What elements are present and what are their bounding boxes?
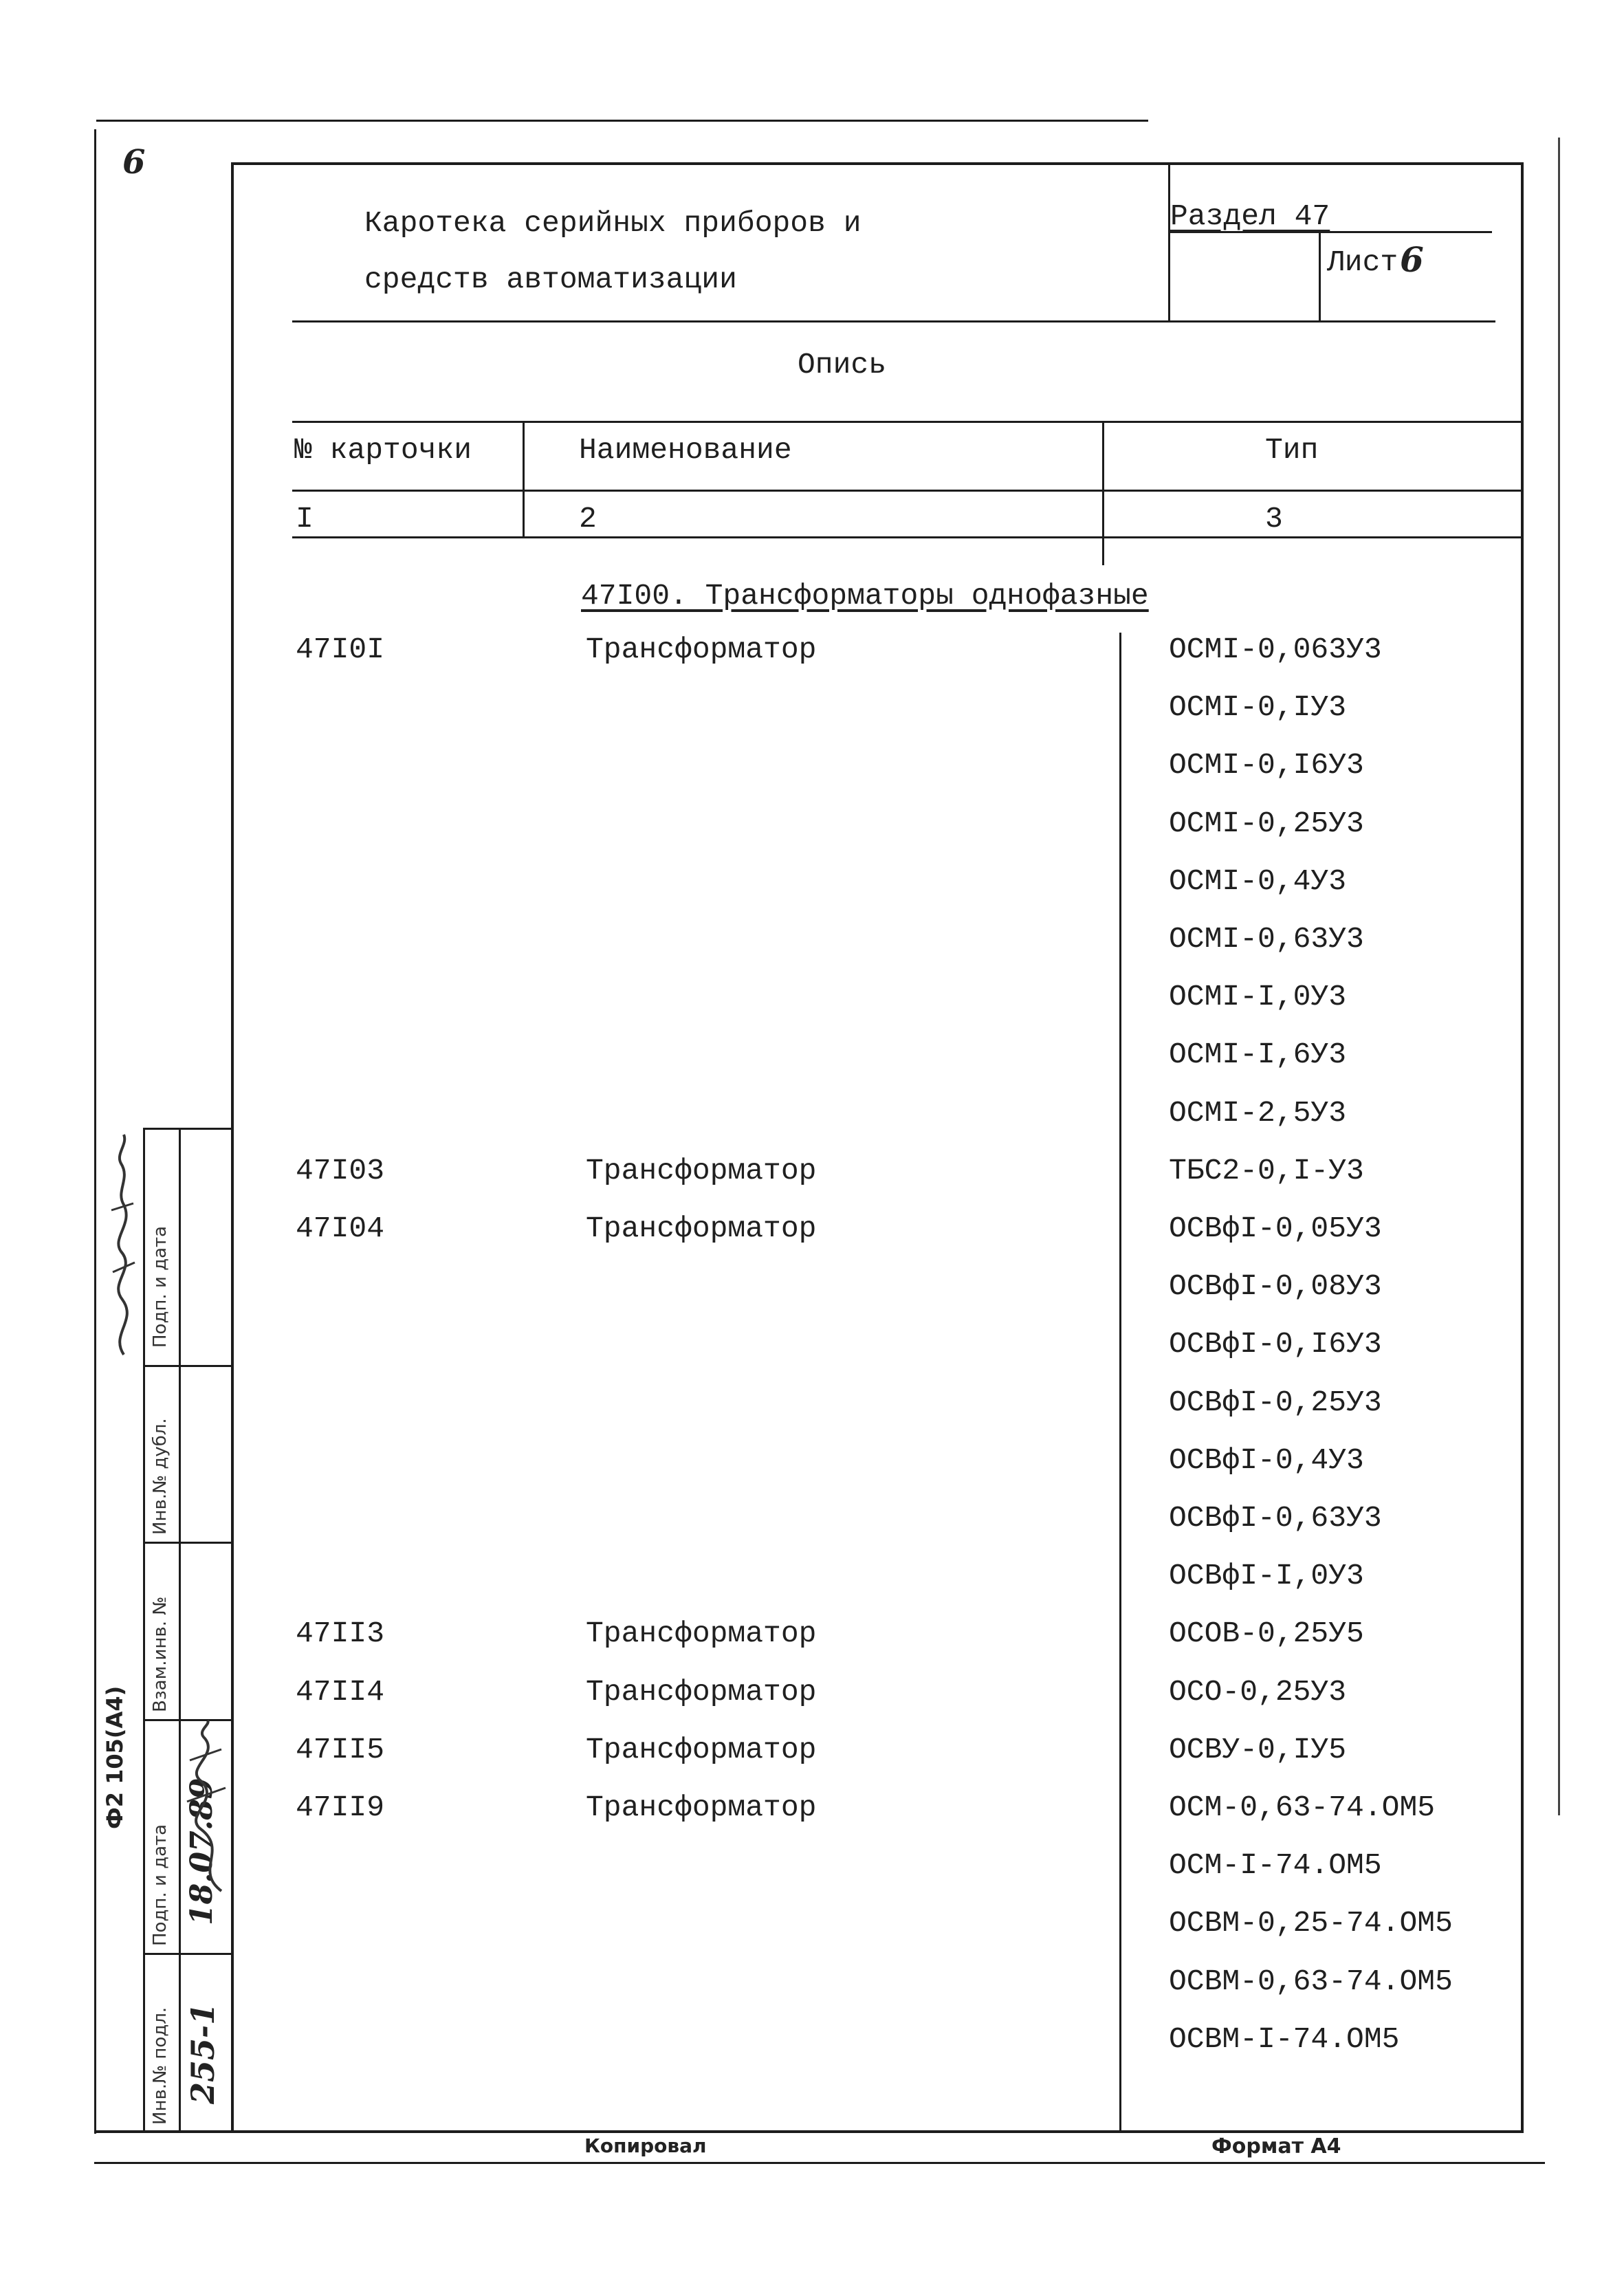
table-row bbox=[0, 1791, 1581, 1832]
stamp-col-line-2 bbox=[179, 1128, 181, 2132]
table-row bbox=[0, 807, 1581, 848]
stamp-sep-2 bbox=[144, 1542, 232, 1544]
stamp-label-inv-duplicate: Инв.№ дубл. bbox=[150, 1418, 171, 1535]
item-type-cell: ОСВфI-0,25У3 bbox=[1169, 1386, 1382, 1419]
frame-bottom-border bbox=[94, 2130, 1524, 2133]
item-type-cell: ОСМI-0,I6У3 bbox=[1169, 748, 1364, 782]
footer-format-label: Формат А4 bbox=[1211, 2134, 1341, 2158]
card-number-cell: 47II4 bbox=[296, 1675, 385, 1709]
table-row bbox=[0, 1675, 1581, 1716]
card-number-cell: 47II3 bbox=[296, 1617, 385, 1650]
table-row bbox=[0, 1906, 1581, 1947]
stamp-label-inv-original: Инв.№ подл. bbox=[150, 2007, 171, 2125]
item-type-cell: ОСМI-0,063У3 bbox=[1169, 633, 1382, 666]
card-number-cell: 47II9 bbox=[296, 1791, 385, 1824]
table-row bbox=[0, 980, 1581, 1021]
table-row bbox=[0, 2022, 1581, 2064]
table-row bbox=[0, 1617, 1581, 1658]
table-row bbox=[0, 1848, 1581, 1890]
column-header-type: Тип bbox=[1265, 433, 1319, 467]
item-type-cell: ОСО-0,25У3 bbox=[1169, 1675, 1347, 1709]
stamp-sep-4 bbox=[144, 1953, 232, 1955]
stamp-value-sign-date-1: 18.07.89 bbox=[184, 1778, 219, 1925]
stamp-label-sign-date-2: Подп. и дата bbox=[150, 1225, 171, 1348]
table-row bbox=[0, 1559, 1581, 1600]
table-row bbox=[0, 1386, 1581, 1427]
title-line-2: средств автоматизации bbox=[364, 263, 737, 296]
table-top-line bbox=[292, 421, 1521, 423]
outer-bottom-line bbox=[94, 2162, 1545, 2164]
form-code: Ф2 105(А4) bbox=[102, 1685, 128, 1829]
column-divider-2 bbox=[1102, 422, 1104, 565]
table-row bbox=[0, 1327, 1581, 1368]
item-type-cell: ОСВМ-0,63-74.ОМ5 bbox=[1169, 1965, 1453, 1998]
item-type-cell: ОСОВ-0,25У5 bbox=[1169, 1617, 1364, 1650]
table-row bbox=[0, 1096, 1581, 1137]
item-name-cell: Трансформатор bbox=[586, 1791, 817, 1824]
header-bottom-line bbox=[292, 320, 1495, 322]
item-name-cell: Трансформатор bbox=[586, 633, 817, 666]
item-type-cell: ОСМI-0,4У3 bbox=[1169, 864, 1347, 898]
table-row bbox=[0, 1733, 1581, 1774]
frame-right-border bbox=[1521, 162, 1524, 2132]
item-name-cell: Трансформатор bbox=[586, 1212, 817, 1245]
stamp-value-inv-original: 255-1 bbox=[184, 2002, 221, 2104]
item-type-cell: ОСВфI-I,0У3 bbox=[1169, 1559, 1364, 1593]
item-name-cell: Трансформатор bbox=[586, 1617, 817, 1650]
table-row bbox=[0, 864, 1581, 906]
item-type-cell: ОСМI-0,IУ3 bbox=[1169, 690, 1347, 724]
item-type-cell: ОСМI-0,25У3 bbox=[1169, 807, 1364, 840]
item-type-cell: ОСМ-0,63-74.ОМ5 bbox=[1169, 1791, 1436, 1824]
item-type-cell: ОСВМ-0,25-74.ОМ5 bbox=[1169, 1906, 1453, 1940]
table-row bbox=[0, 922, 1581, 963]
table-row bbox=[0, 690, 1581, 732]
column-header-card: № карточки bbox=[294, 433, 472, 467]
item-type-cell: ОСВфI-0,63У3 bbox=[1169, 1501, 1382, 1535]
item-name-cell: Трансформатор bbox=[586, 1675, 817, 1709]
top-scan-line bbox=[96, 120, 1148, 122]
table-row bbox=[0, 1965, 1581, 2006]
item-type-cell: ОСВфI-0,05У3 bbox=[1169, 1212, 1382, 1245]
numbers-row-bottom-line bbox=[292, 536, 1521, 538]
item-type-cell: ОСМI-0,63У3 bbox=[1169, 922, 1364, 956]
stamp-sep-1 bbox=[144, 1365, 232, 1367]
card-number-cell: 47II5 bbox=[296, 1733, 385, 1767]
sheet-cell-divider bbox=[1319, 232, 1321, 322]
table-caption: Опись bbox=[798, 348, 887, 382]
sheet-label: Лист bbox=[1327, 245, 1398, 279]
item-name-cell: Трансформатор bbox=[586, 1154, 817, 1188]
section-label: Раздел 47 bbox=[1170, 199, 1330, 233]
title-line-1: Каротека серийных приборов и bbox=[364, 206, 862, 240]
item-type-cell: ОСВфI-0,08У3 bbox=[1169, 1269, 1382, 1303]
table-row bbox=[0, 1038, 1581, 1079]
table-row bbox=[0, 1501, 1581, 1542]
header-row-bottom-line bbox=[292, 490, 1521, 492]
group-title: 47I00. Трансформаторы однофазные bbox=[581, 579, 1149, 613]
sheet-number: 6 bbox=[1400, 239, 1424, 280]
item-type-cell: ОСВМ-I-74.ОМ5 bbox=[1169, 2022, 1400, 2056]
card-number-cell: 47I0I bbox=[296, 633, 385, 666]
item-type-cell: ОСВфI-0,4У3 bbox=[1169, 1443, 1364, 1477]
item-type-cell: ОСВфI-0,I6У3 bbox=[1169, 1327, 1382, 1361]
column-number-1: I bbox=[296, 502, 314, 536]
card-number-cell: 47I04 bbox=[296, 1212, 385, 1245]
table-row bbox=[0, 633, 1581, 674]
item-type-cell: ОСМI-I,0У3 bbox=[1169, 980, 1347, 1014]
stamp-top-line bbox=[144, 1128, 232, 1130]
table-row bbox=[0, 1212, 1581, 1253]
column-divider-1 bbox=[523, 422, 525, 538]
footer-copied-label: Копировал bbox=[584, 2134, 707, 2157]
table-row bbox=[0, 748, 1581, 789]
column-header-name: Наименование bbox=[579, 433, 792, 467]
item-type-cell: ТБС2-0,I-У3 bbox=[1169, 1154, 1364, 1188]
card-number-cell: 47I03 bbox=[296, 1154, 385, 1188]
item-type-cell: ОСВУ-0,IУ5 bbox=[1169, 1733, 1347, 1767]
item-type-cell: ОСМI-I,6У3 bbox=[1169, 1038, 1347, 1071]
frame-top-border bbox=[234, 162, 1523, 165]
signature-scribble-bottom bbox=[180, 1719, 232, 1898]
table-row bbox=[0, 1269, 1581, 1311]
table-row bbox=[0, 1154, 1581, 1195]
table-row bbox=[0, 1443, 1581, 1485]
item-name-cell: Трансформатор bbox=[586, 1733, 817, 1767]
signature-scribble-top bbox=[103, 1128, 144, 1362]
title-block-divider bbox=[1168, 162, 1170, 322]
item-type-cell: ОСМ-I-74.ОМ5 bbox=[1169, 1848, 1382, 1882]
column-number-3: 3 bbox=[1265, 502, 1283, 536]
stamp-label-replaced-inv: Взам.инв. № bbox=[150, 1596, 171, 1712]
column-number-2: 2 bbox=[579, 502, 597, 536]
page-corner-number: 6 bbox=[122, 143, 146, 182]
stamp-label-sign-date-1: Подп. и дата bbox=[150, 1824, 171, 1946]
item-type-cell: ОСМI-2,5У3 bbox=[1169, 1096, 1347, 1130]
